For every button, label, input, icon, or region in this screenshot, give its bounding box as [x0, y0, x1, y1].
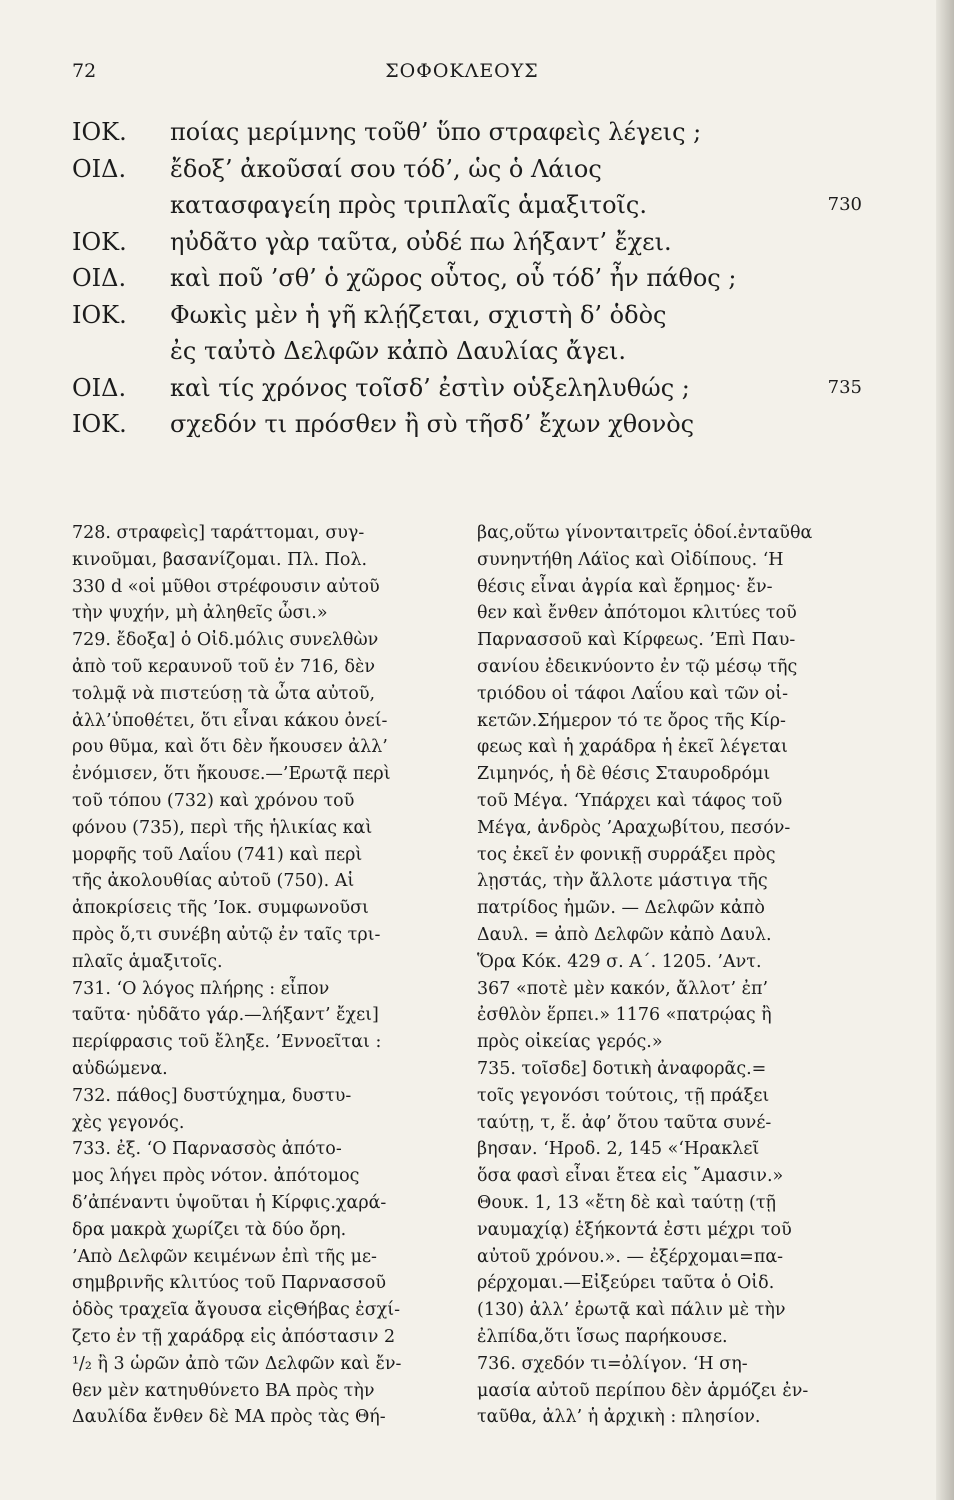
verse-text: ποίας μερίμνης τοῦθ’ ὕπο στραφεὶς λέγεις ;: [170, 118, 702, 146]
verse-line: [72, 260, 862, 297]
note-line: 330 d «οἱ μῦθοι στρέφουσιν αὐτοῦ: [72, 576, 380, 597]
note-line: τοῦ Μέγα. ‘Υπάρχει καὶ τάφος τοῦ: [477, 790, 783, 811]
note-line: ὅσα φασὶ εἶναι ἔτεα εἰς ῎Αμασιν.»: [477, 1166, 784, 1187]
note-line: αὐδώμενα.: [72, 1058, 168, 1079]
note-line: σανίου ἐδεικνύοντο ἐν τῷ μέσῳ τῆς: [477, 656, 798, 677]
speaker-label: ΙΟΚ.: [72, 227, 127, 256]
note-line: 728. στραφεὶς] ταράττομαι, συγ-: [72, 523, 365, 543]
note-line: μορφῆς τοῦ Λαΐου (741) καὶ περὶ: [72, 844, 363, 865]
note-line: ναυμαχίᾳ) ἑξήκοντά ἐστι μέχρι τοῦ: [477, 1219, 792, 1240]
note-line: 735. τοῖσδε] δοτικὴ ἀναφορᾶς.=: [477, 1058, 767, 1079]
note-line: τοῦ τόπου (732) καὶ χρόνου τοῦ: [72, 790, 355, 811]
verse-line: [72, 187, 862, 224]
note-line: Δαυλίδα ἔνθεν δὲ ΜΑ πρὸς τὰς Θή-: [72, 1407, 386, 1428]
note-line: ἐνόμισεν, ὅτι ἤκουσε.—’Ερωτᾷ περὶ: [72, 764, 391, 785]
note-line: 367 «ποτὲ μὲν κακόν, ἄλλοτ’ ἐπ’: [477, 978, 769, 999]
page-number: 72: [72, 60, 97, 82]
note-line: πλαῖς ἁμαξιτοῖς.: [72, 951, 223, 972]
note-line: μος λήγει πρὸς νότον. ἀπότομος: [72, 1166, 360, 1187]
note-line: βας,οὕτω γίνονταιτρεῖς ὁδοί.ἐνταῦθα: [477, 523, 813, 543]
note-line: Ὅρα Κόκ. 429 σ. Α΄. 1205. ’Αντ.: [477, 951, 762, 972]
note-line: τὴν ψυχήν, μὴ ἀληθεῖς ὦσι.»: [72, 603, 328, 624]
note-line: περίφρασις τοῦ ἔληξε. ’Εννοεῖται :: [72, 1032, 382, 1053]
note-line: λῃστάς, τὴν ἄλλοτε μάστιγα τῆς: [477, 871, 768, 892]
note-line: σημβρινῆς κλιτύος τοῦ Παρνασσοῦ: [72, 1273, 386, 1294]
verse-text: ἐς ταὐτὸ Δελφῶν κἀπὸ Δαυλίας ἄγει.: [170, 337, 627, 365]
note-line: ρου θῦμα, καὶ ὅτι δὲν ἤκουσεν ἀλλ’: [72, 737, 388, 758]
page-header: [72, 60, 852, 90]
verse-text: καὶ ποῦ ’σθ’ ὁ χῶρος οὗτος, οὗ τόδ’ ἦν πάθος ;: [170, 264, 737, 292]
note-line: 731. ‘Ο λόγος πλήρης : εἶπον: [72, 978, 330, 999]
line-number: 735: [827, 376, 862, 398]
note-line: ἀπὸ τοῦ κεραυνοῦ τοῦ ἐν 716, δὲν: [72, 656, 376, 677]
note-line: 736. σχεδόν τι=ὀλίγον. ‘Η ση-: [477, 1353, 748, 1374]
verse-line: [72, 224, 862, 261]
note-line: ἀλλ’ὑποθέτει, ὅτι εἶναι κάκου ὀνεί-: [72, 710, 388, 731]
verse-text: ηὐδᾶτο γὰρ ταῦτα, οὐδέ πω λήξαντ’ ἔχει.: [170, 227, 672, 256]
note-line: τος ἐκεῖ ἐν φονικῇ συρράξει πρὸς: [477, 844, 776, 865]
note-line: Μέγα, ἀνδρὸς ’Αραχωβίτου, πεσόν-: [477, 817, 791, 838]
note-line: θεν μὲν κατηυθύνετο ΒΑ πρὸς τὴν: [72, 1380, 375, 1401]
note-line: 729. ἔδοξα] ὁ Οἰδ.μόλις συνελθὼν: [72, 630, 379, 651]
note-line: τριόδου οἱ τάφοι Λαΐου καὶ τῶν οἰ-: [477, 683, 789, 704]
note-line: ταῦτα· ηὐδᾶτο γάρ.—λήξαντ’ ἔχει]: [72, 1005, 379, 1026]
verse-line: [72, 333, 862, 370]
note-line: (130) ἀλλ’ ἐρωτᾷ καὶ πάλιν μὲ τὴν: [477, 1300, 786, 1321]
verse-text: κατασφαγείη πρὸς τριπλαῖς ἁμαξιτοῖς.: [170, 191, 647, 219]
running-title: ΣΟΦΟΚΛΕΟΥΣ: [385, 60, 539, 82]
note-line: ταύτῃ, τ, ἕ. ἀφ’ ὅτου ταῦτα συνέ-: [477, 1112, 772, 1133]
note-line: ἐσθλὸν ἕρπει.» 1176 «πατρῴας ἢ: [477, 1005, 772, 1026]
notes-left-column: [72, 520, 440, 1431]
verse-line: [72, 114, 862, 151]
speaker-label: ΟΙΔ.: [72, 264, 127, 292]
verse-line: [72, 370, 862, 407]
verse-line: [72, 406, 862, 443]
verse-text: σχεδόν τι πρόσθεν ἢ σὺ τῆσδ’ ἔχων χθονὸς: [170, 410, 695, 438]
note-line: βησαν. ‘Ηροδ. 2, 145 «‘Ηρακλεῖ: [477, 1139, 760, 1160]
note-line: Θουκ. 1, 13 «ἔτη δὲ καὶ ταύτῃ (τῇ: [477, 1192, 777, 1213]
page-binding-shadow: [936, 0, 954, 1500]
speaker-label: ΙΟΚ.: [72, 300, 127, 329]
note-line: ἀποκρίσεις τῆς ’Ιοκ. συμφωνοῦσι: [72, 898, 369, 919]
note-line: φεως καὶ ἡ χαράδρα ἡ ἐκεῖ λέγεται: [477, 737, 788, 758]
verse-line: [72, 297, 862, 334]
speaker-label: ΟΙΔ.: [72, 154, 127, 183]
note-line: μασία αὐτοῦ περίπου δὲν ἁρμόζει ἐν-: [477, 1380, 809, 1401]
note-line: ’Απὸ Δελφῶν κειμένων ἐπὶ τῆς με-: [72, 1246, 377, 1267]
note-line: τοῖς γεγονόσι τούτοις, τῇ πράξει: [477, 1085, 770, 1106]
note-line: ζετο ἐν τῇ χαράδρᾳ εἰς ἀπόστασιν 2: [72, 1326, 396, 1347]
note-line: φόνου (735), περὶ τῆς ἡλικίας καὶ: [72, 817, 373, 838]
note-line: χὲς γεγονός.: [72, 1112, 185, 1133]
note-line: ταῦθα, ἀλλ’ ἡ ἀρχικὴ : πλησίον.: [477, 1407, 761, 1428]
note-line: Δαυλ. = ἀπὸ Δελφῶν κἀπὸ Δαυλ.: [477, 924, 772, 945]
verse-text: καὶ τίς χρόνος τοῖσδ’ ἐστὶν οὑξεληλυθώς ;: [170, 373, 690, 402]
note-line: 733. ἐξ. ‘Ο Παρνασσὸς ἀπότο-: [72, 1139, 342, 1160]
note-line: Ζιμηνός, ἡ δὲ θέσις Σταυροδρόμι: [477, 764, 771, 785]
note-line: κινοῦμαι, βασανίζομαι. Πλ. Πολ.: [72, 549, 368, 570]
verse-line: [72, 151, 862, 188]
speaker-label: ΙΟΚ.: [72, 410, 127, 438]
note-line: ἐλπίδα,ὅτι ἴσως παρήκουσε.: [477, 1326, 728, 1347]
note-line: κετῶν.Σήμερον τό τε ὄρος τῆς Κίρ-: [477, 710, 786, 731]
note-line: ¹/₂ ἢ 3 ὡρῶν ἀπὸ τῶν Δελφῶν καὶ ἔν-: [72, 1353, 402, 1374]
note-line: πατρίδος ἡμῶν. — Δελφῶν κἀπὸ: [477, 898, 765, 919]
line-number: 730: [827, 194, 862, 215]
note-line: θεν καὶ ἔνθεν ἀπότομοι κλιτύες τοῦ: [477, 603, 797, 624]
note-line: τολμᾷ νὰ πιστεύσῃ τὰ ὦτα αὐτοῦ,: [72, 683, 376, 704]
note-line: Παρνασσοῦ καὶ Κίρφεως. ’Επὶ Παυ-: [477, 630, 796, 651]
note-line: πρὸς ὅ,τι συνέβη αὐτῷ ἐν ταῖς τρι-: [72, 924, 381, 945]
note-line: τῆς ἀκολουθίας αὐτοῦ (750). Αἱ: [72, 871, 355, 892]
verse-text: ἔδοξ’ ἀκοῦσαί σου τόδ’, ὡς ὁ Λάιος: [170, 154, 602, 183]
verse-block: [72, 114, 862, 443]
note-line: ρέρχομαι.—Εἰξεύρει ταῦτα ὁ Οἰδ.: [477, 1273, 775, 1294]
note-line: 732. πάθος] δυστύχημα, δυστυ-: [72, 1085, 352, 1106]
speaker-label: ΙΟΚ.: [72, 118, 127, 146]
notes-right-column: [477, 520, 845, 1431]
verse-text: Φωκὶς μὲν ἡ γῆ κλῄζεται, σχιστὴ δ’ ὁδὸς: [170, 300, 667, 329]
note-line: δ’ἀπέναντι ὑψοῦται ἡ Κίρφις.χαρά-: [72, 1192, 387, 1213]
note-line: θέσις εἶναι ἀγρία καὶ ἔρημος· ἔν-: [477, 576, 773, 597]
note-line: αὐτοῦ χρόνου.». — ἐξέρχομαι=πα-: [477, 1246, 784, 1267]
speaker-label: ΟΙΔ.: [72, 373, 127, 402]
note-line: ὁδὸς τραχεῖα ἄγουσα εἰςΘήβας ἐσχί-: [72, 1300, 401, 1321]
note-line: δρα μακρὰ χωρίζει τὰ δύο ὄρη.: [72, 1219, 347, 1240]
note-line: συνηντήθη Λάϊος καὶ Οἰδίπους. ‘Η: [477, 549, 784, 570]
note-line: πρὸς οἰκείας γερός.»: [477, 1032, 663, 1053]
